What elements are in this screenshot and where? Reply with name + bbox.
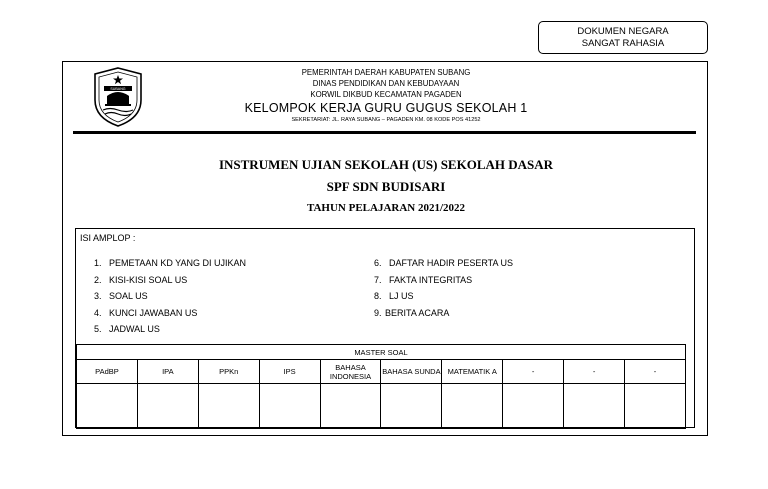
table-row: [77, 384, 686, 429]
column-header-blank-3: -: [625, 360, 686, 384]
table-cell: [442, 384, 503, 429]
table-cell: [137, 384, 198, 429]
list-item: 2. KISI-KISI SOAL US: [94, 274, 188, 285]
list-item: 6. DAFTAR HADIR PESERTA US: [374, 258, 514, 268]
list-item: 1. PEMETAAN KD YANG DI UJIKAN: [94, 258, 247, 268]
master-soal-table: [76, 344, 686, 429]
letterhead: [63, 67, 709, 124]
table-cell: [259, 384, 320, 429]
document-title: INSTRUMEN UJIAN SEKOLAH (US) SEKOLAH DASAR: [218, 157, 554, 172]
school-name: SPF SDN BUDISARI: [326, 179, 446, 194]
column-header-bahasa-indonesia: BAHASA INDONESIA: [320, 360, 381, 384]
table-cell: [564, 384, 625, 429]
letterhead-department: DINAS PENDIDIKAN DAN KEBUDAYAAN: [312, 79, 460, 88]
table-cell: [77, 384, 138, 429]
column-header-ips: IPS: [259, 360, 320, 384]
contents-label: ISI AMPLOP :: [80, 233, 136, 243]
emblem-lettering: SUBANG: [110, 87, 126, 91]
contents-list-right: [374, 255, 513, 321]
list-item: 8. LJ US: [374, 291, 414, 301]
column-header-bahasa-sunda: BAHASA SUNDA: [381, 360, 442, 384]
table-cell: [381, 384, 442, 429]
list-item: 7. FAKTA INTEGRITAS: [374, 274, 473, 285]
letterhead-secretariat: SEKRETARIAT: JL. RAYA SUBANG – PAGADEN KM. 08 KODE POS 41252: [291, 117, 481, 123]
letterhead-divider: [73, 131, 696, 134]
master-soal-title: MASTER SOAL: [77, 345, 686, 360]
column-header-blank-1: -: [503, 360, 564, 384]
column-header-padbp: PAdBP: [77, 360, 138, 384]
column-header-ipa: IPA: [137, 360, 198, 384]
table-cell: [625, 384, 686, 429]
list-item: 3. SOAL US: [94, 291, 148, 301]
column-header-ppkn: PPKn: [198, 360, 259, 384]
table-cell: [320, 384, 381, 429]
letterhead-group-name: KELOMPOK KERJA GURU GUGUS SEKOLAH 1: [244, 101, 528, 115]
stamp-line-1: DOKUMEN NEGARA: [577, 26, 669, 37]
table-cell: [198, 384, 259, 429]
table-cell: [503, 384, 564, 429]
letterhead-district: KORWIL DIKBUD KECAMATAN PAGADEN: [310, 90, 462, 99]
classification-stamp: [538, 21, 708, 54]
column-header-blank-2: -: [564, 360, 625, 384]
contents-list-left: [94, 255, 246, 338]
list-item: 4. KUNCI JAWABAN US: [94, 307, 198, 318]
letterhead-government: PEMERINTAH DAERAH KABUPATEN SUBANG: [301, 68, 471, 77]
column-header-matematika: MATEMATIK A: [442, 360, 503, 384]
envelope-contents-box: [75, 228, 695, 428]
list-item: 5. JADWAL US: [94, 324, 160, 334]
stamp-line-2: SANGAT RAHASIA: [581, 38, 665, 49]
list-item: 9. BERITA ACARA: [374, 307, 450, 318]
envelope-cover-sheet: [62, 61, 708, 436]
academic-year: TAHUN PELAJARAN 2021/2022: [306, 202, 466, 214]
